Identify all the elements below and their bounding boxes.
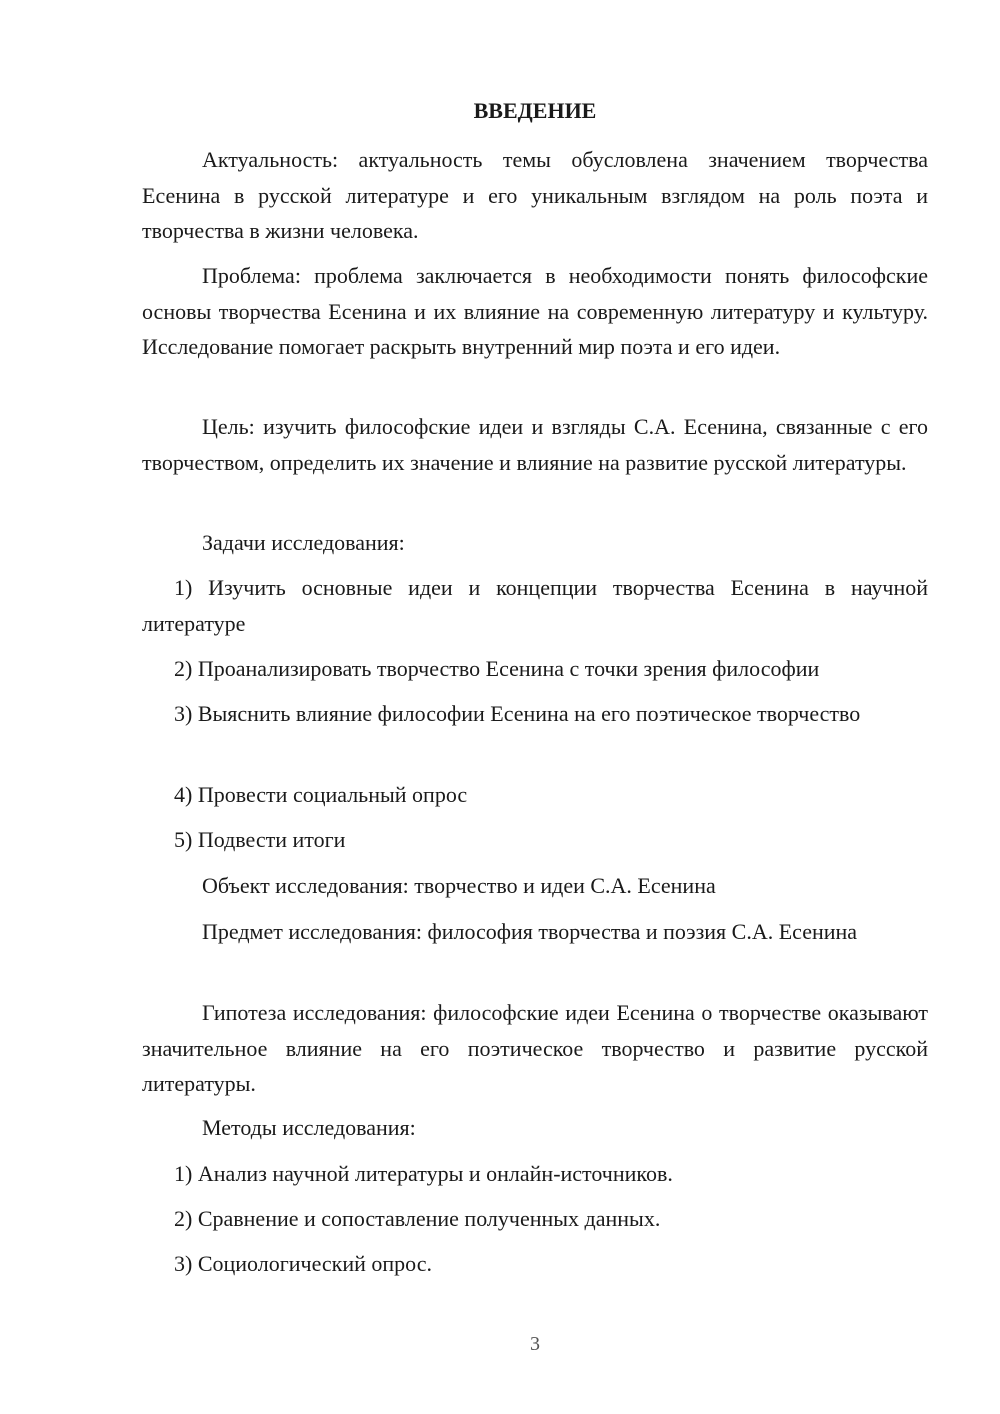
task-item-2: 2) Проанализировать творчество Есенина с точки зрения философии [174, 656, 820, 681]
task-item-5: 5) Подвести итоги [174, 827, 346, 852]
problem-paragraph: Проблема: проблема заключается в необходимости понять философские основы творчества Есенина и их влияние на современную литературу и культуру. Исследование помогает раскрыть внутренний мир поэта и его идеи. [142, 263, 928, 359]
document-page [142, 0, 928, 1414]
task-item-3: 3) Выяснить влияние философии Есенина на его поэтическое творчество [174, 701, 861, 726]
methods-heading: Методы исследования: [202, 1115, 416, 1140]
tasks-heading: Задачи исследования: [202, 530, 405, 555]
goal-paragraph: Цель: изучить философские идеи и взгляды С.А. Есенина, связанные с его творчеством, определить их значение и влияние на развитие русской литературы. [142, 414, 928, 475]
page-number: 3 [530, 1333, 540, 1355]
method-item-2: 2) Сравнение и сопоставление полученных данных. [174, 1206, 661, 1231]
relevance-paragraph: Актуальность: актуальность темы обусловлена значением творчества Есенина в русской литературе и его уникальным взглядом на роль поэта и творчества в жизни человека. [142, 147, 928, 243]
object-paragraph: Объект исследования: творчество и идеи С.А. Есенина [202, 873, 716, 898]
section-title: ВВЕДЕНИЕ [473, 98, 597, 123]
hypothesis-paragraph: Гипотеза исследования: философские идеи Есенина о творчестве оказывают значительное влияние на его поэтическое творчество и развитие русской литературы. [142, 1000, 928, 1096]
task-item-1: 1) Изучить основные идеи и концепции творчества Есенина в научной литературе [142, 575, 928, 636]
task-item-4: 4) Провести социальный опрос [174, 782, 468, 807]
method-item-1: 1) Анализ научной литературы и онлайн-источников. [174, 1161, 673, 1186]
subject-paragraph: Предмет исследования: философия творчества и поэзия С.А. Есенина [202, 919, 858, 944]
method-item-3: 3) Социологический опрос. [174, 1251, 432, 1276]
